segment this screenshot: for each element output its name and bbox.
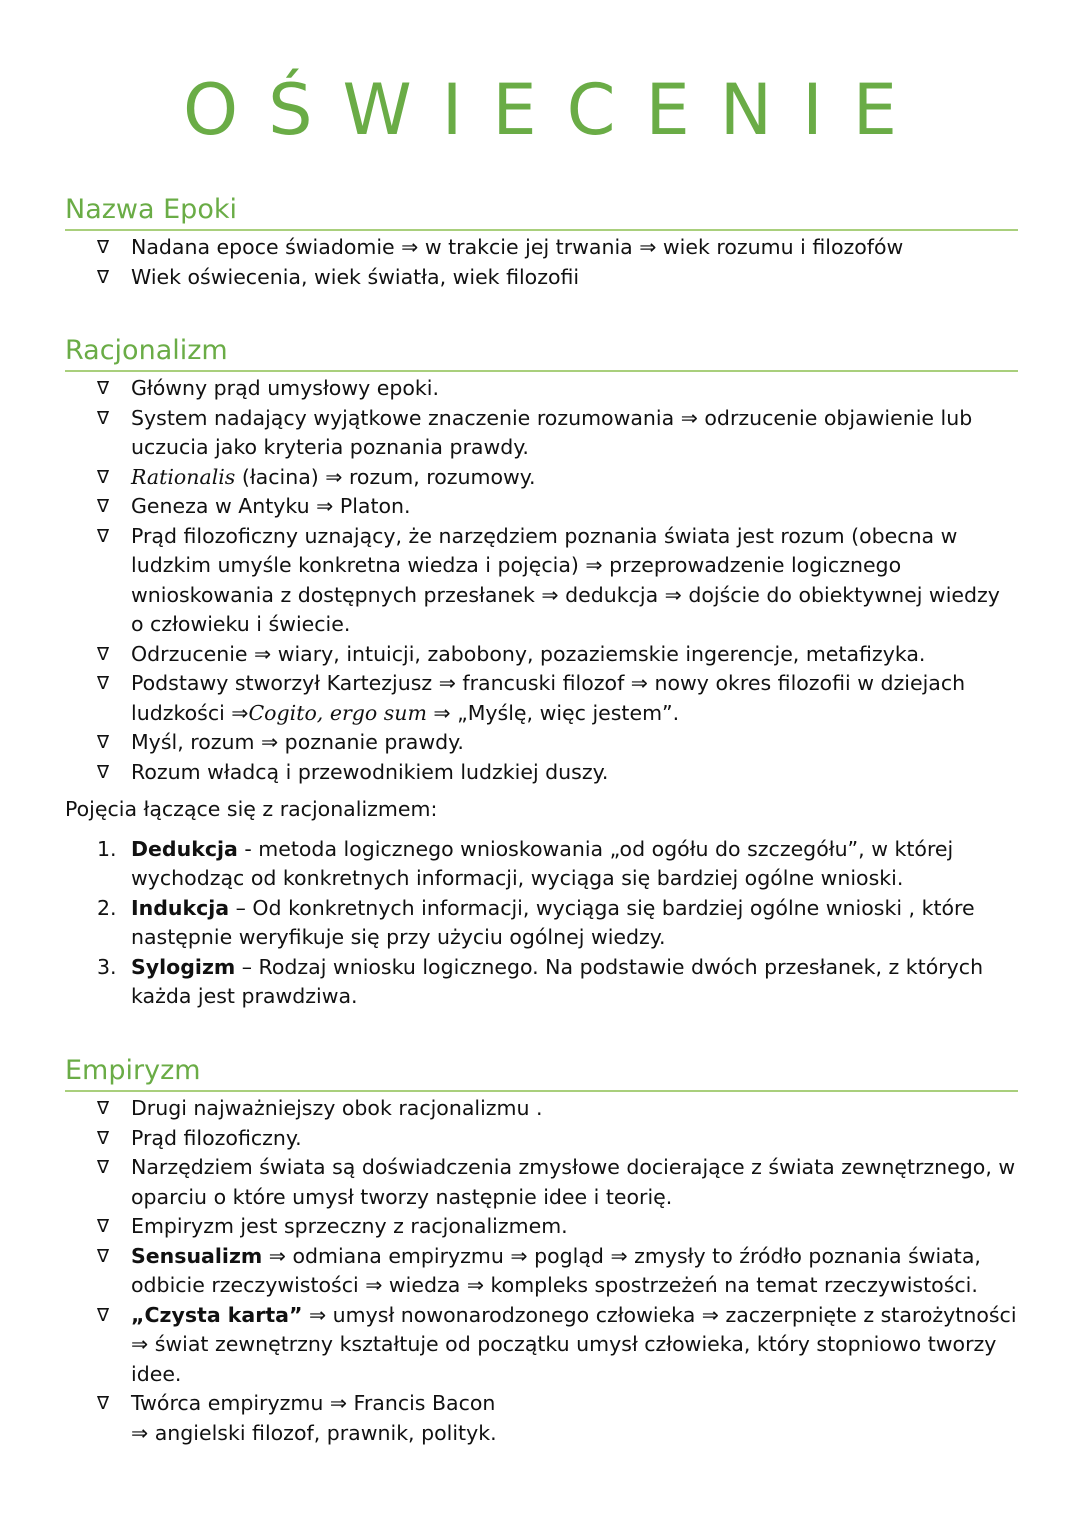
triangle-bullet-icon: ∇ [97, 525, 110, 547]
item-text: Rozum władcą i przewodnikiem ludzkiej duszy. [131, 759, 609, 784]
item-text: - metoda logicznego wnioskowania „od ogółu do szczegółu”, w której wychodząc od konkretnych informacji, wyciąga się bardziej ogólne wnioski. [131, 836, 954, 890]
item-text: Empiryzm jest sprzeczny z racjonalizmem. [131, 1214, 568, 1238]
list-item [65, 492, 1018, 522]
triangle-bullet-icon: ∇ [97, 673, 110, 694]
triangle-bullet-icon: ∇ [97, 266, 110, 288]
item-text: ⇒ angielski filozof, prawnik, polityk. [131, 1420, 497, 1445]
item-text: Podstawy stworzył Kartezjusz ⇒ francuski filozof ⇒ nowy okres filozofii w dziejach ludzkości ⇒ [131, 671, 966, 725]
triangle-bullet-icon: ∇ [97, 1127, 110, 1149]
numbered-list [65, 835, 1018, 1012]
list-item [65, 463, 1018, 493]
item-text: Odrzucenie ⇒ wiary, intuicji, zabobony, pozaziemskie ingerencje, metafizyka. [131, 641, 926, 666]
bullet-list [65, 374, 1018, 787]
item-text: ⇒ „Myślę, więc jestem”. [426, 700, 680, 725]
triangle-bullet-icon: ∇ [97, 237, 110, 258]
list-item [65, 1094, 1018, 1124]
section-heading: Racjonalizm [65, 333, 1018, 372]
item-text: Prąd filozoficzny. [131, 1125, 302, 1150]
list-item [65, 1301, 1018, 1390]
item-text: ⇒ odmiana empiryzmu ⇒ pogląd ⇒ zmysły to źródło poznania świata, odbicie rzeczywistości ⇒ wiedza ⇒ kompleks spostrzeżeń na temat rzeczywistości. [131, 1243, 981, 1297]
term: Sylogizm [131, 954, 236, 979]
section-empiryzm [65, 1053, 1018, 1448]
list-item [65, 953, 1018, 1012]
list-item [65, 835, 1018, 894]
list-item [65, 1389, 1018, 1448]
list-item [65, 374, 1018, 404]
triangle-bullet-icon: ∇ [97, 496, 110, 517]
triangle-bullet-icon: ∇ [97, 761, 110, 783]
list-item [65, 758, 1018, 788]
latin-quote: Cogito, ergo sum [248, 700, 427, 725]
triangle-bullet-icon: ∇ [97, 378, 110, 399]
term: Sensualizm [131, 1243, 263, 1268]
item-text: Geneza w Antyku ⇒ Platon. [131, 494, 411, 518]
term: „Czysta karta” [131, 1302, 303, 1327]
section-racjonalizm [65, 333, 1018, 1012]
list-number: 3. [97, 954, 117, 979]
term: Dedukcja [131, 836, 238, 861]
triangle-bullet-icon: ∇ [97, 1098, 110, 1119]
list-item [65, 263, 1018, 293]
item-text: – Od konkretnych informacji, wyciąga się bardziej ogólne wnioski , które następnie weryfikuje się przy użyciu ogólnej wiedzy. [131, 895, 975, 949]
triangle-bullet-icon: ∇ [97, 1157, 110, 1178]
triangle-bullet-icon: ∇ [97, 1216, 110, 1237]
list-item [65, 1212, 1018, 1242]
item-text: Twórca empiryzmu ⇒ Francis Bacon [131, 1391, 496, 1415]
list-item [65, 1242, 1018, 1301]
triangle-bullet-icon: ∇ [97, 1245, 110, 1267]
section-nazwa-epoki [65, 192, 1018, 292]
section-heading: Empiryzm [65, 1053, 1018, 1092]
bullet-list [65, 1094, 1018, 1448]
list-number: 2. [97, 895, 117, 920]
item-text: Drugi najważniejszy obok racjonalizmu . [131, 1096, 543, 1120]
list-item [65, 233, 1018, 263]
item-text: ⇒ umysł nowonarodzonego człowieka ⇒ zaczerpnięte z starożytności ⇒ świat zewnętrzny kształtuje od początku umysł człowieka, który stopniowo tworzy idee. [131, 1302, 1017, 1386]
item-text: Narzędziem świata są doświadczenia zmysłowe docierające z świata zewnętrznego, w oparciu o które umysł tworzy następnie idee i teorię. [131, 1155, 1016, 1209]
list-item [65, 728, 1018, 758]
list-item [65, 404, 1018, 463]
item-text: System nadający wyjątkowe znaczenie rozumowania ⇒ odrzucenie objawienie lub uczucia jako kryteria poznania prawdy. [131, 405, 973, 459]
item-text: (łacina) ⇒ rozum, rozumowy. [235, 464, 536, 489]
latin-term: Rationalis [131, 464, 236, 489]
list-item [65, 669, 1018, 728]
item-text: Myśl, rozum ⇒ poznanie prawdy. [131, 730, 464, 754]
triangle-bullet-icon: ∇ [97, 1393, 110, 1414]
concepts-intro: Pojęcia łączące się z racjonalizmem: [65, 797, 438, 821]
triangle-bullet-icon: ∇ [97, 1304, 110, 1326]
item-text: Nadana epoce świadomie ⇒ w trakcie jej trwania ⇒ wiek rozumu i filozofów [131, 235, 904, 259]
bullet-list [65, 233, 1018, 292]
item-text: Wiek oświecenia, wiek światła, wiek filozofii [131, 264, 580, 289]
document-title: OŚWIECENIE [183, 69, 927, 151]
triangle-bullet-icon: ∇ [97, 466, 110, 488]
list-item [65, 894, 1018, 953]
item-text: Główny prąd umysłowy epoki. [131, 376, 440, 400]
item-text: – Rodzaj wniosku logicznego. Na podstawie dwóch przesłanek, z których każda jest prawdziwa. [131, 954, 984, 1008]
list-number: 1. [97, 836, 117, 861]
list-item [65, 1124, 1018, 1154]
section-heading: Nazwa Epoki [65, 192, 1018, 231]
triangle-bullet-icon: ∇ [97, 643, 110, 665]
term: Indukcja [131, 895, 230, 920]
list-item [65, 640, 1018, 670]
list-item [65, 522, 1018, 640]
triangle-bullet-icon: ∇ [97, 407, 110, 429]
list-item [65, 1153, 1018, 1212]
triangle-bullet-icon: ∇ [97, 732, 110, 753]
item-text: Prąd filozoficzny uznający, że narzędziem poznania świata jest rozum (obecna w ludzkim umyśle konkretna wiedza i pojęcia) ⇒ przeprowadzenie logicznego wnioskowania z dostępnych przesłanek ⇒ dedukcja ⇒ dojście do obiektywnej wiedzy o człowieku i świecie. [131, 523, 1000, 636]
